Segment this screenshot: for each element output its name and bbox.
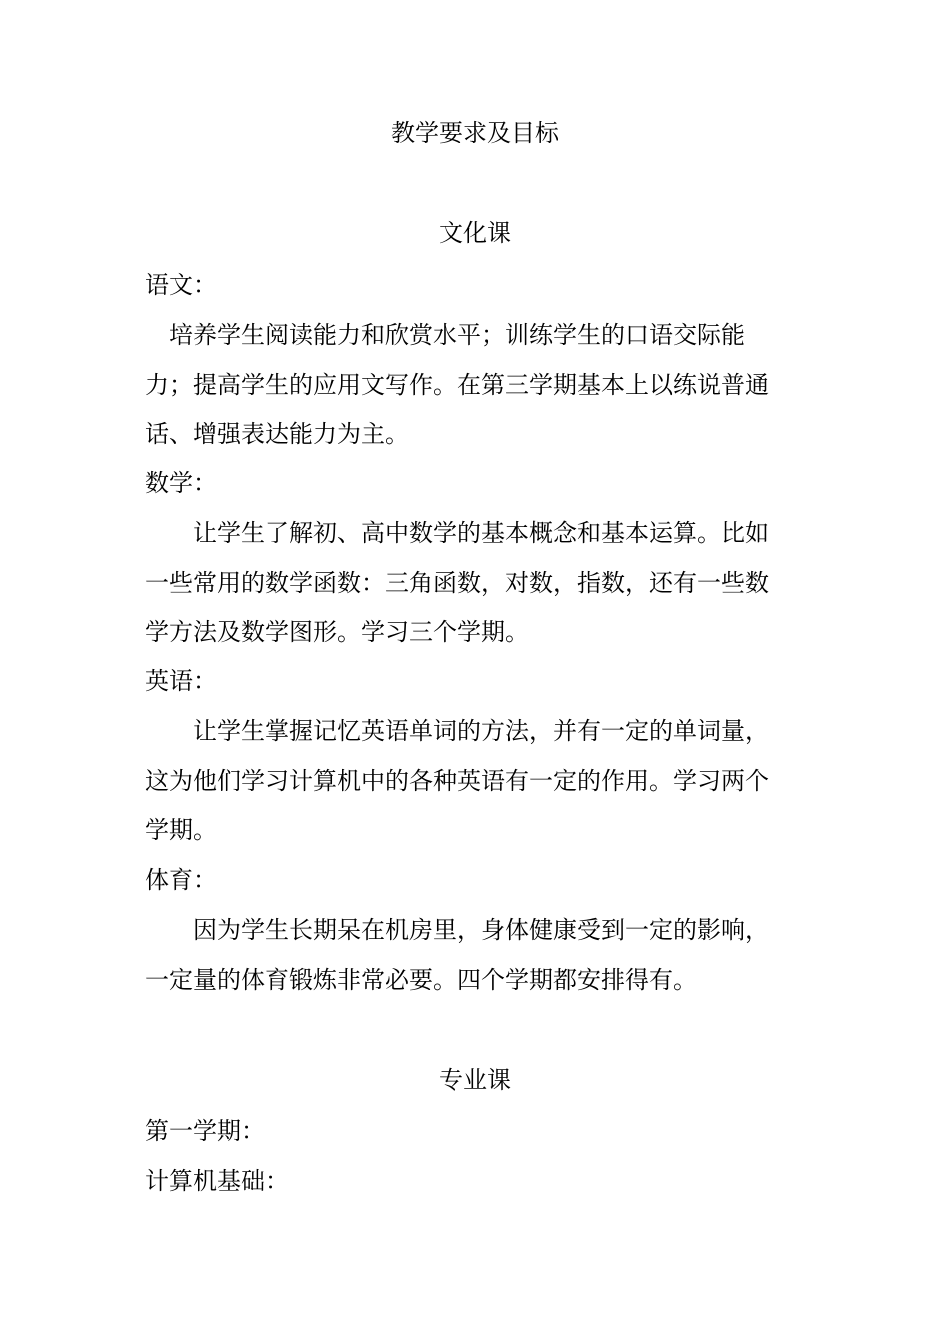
subject-heading-pe: 体育： — [145, 866, 217, 894]
paragraph-line: 培养学生阅读能力和欣赏水平；训练学生的口语交际能 — [145, 321, 745, 349]
subject-heading-math: 数学： — [145, 469, 217, 497]
paragraph-line: 这为他们学习计算机中的各种英语有一定的作用。学习两个 — [145, 766, 769, 795]
paragraph-line: 一些常用的数学函数：三角函数，对数，指数，还有一些数 — [145, 568, 769, 597]
section-heading-culture: 文化课 — [439, 219, 511, 247]
subject-description-english — [145, 707, 817, 856]
subject-description-chinese — [145, 311, 817, 460]
paragraph-line: 一定量的体育锻炼非常必要。四个学期都安排得有。 — [145, 965, 697, 994]
subject-heading-english: 英语： — [145, 667, 217, 695]
paragraph-line: 力；提高学生的应用文写作。在第三学期基本上以练说普通 — [145, 370, 769, 399]
paragraph-line: 学方法及数学图形。学习三个学期。 — [145, 618, 529, 646]
document-title: 教学要求及目标 — [391, 119, 559, 147]
paragraph-line: 话、增强表达能力为主。 — [145, 420, 409, 448]
paragraph-line: 学期。 — [145, 816, 217, 844]
subject-heading-computer-basics: 计算机基础： — [145, 1167, 289, 1195]
subject-heading-chinese: 语文： — [145, 271, 217, 299]
paragraph-line: 让学生掌握记忆英语单词的方法，并有一定的单词量， — [145, 717, 769, 745]
section-heading-major: 专业课 — [439, 1066, 511, 1094]
subject-description-math — [145, 509, 817, 658]
term-heading: 第一学期： — [145, 1117, 265, 1145]
subject-description-pe — [145, 906, 817, 1005]
paragraph-line: 因为学生长期呆在机房里，身体健康受到一定的影响， — [145, 916, 769, 944]
paragraph-line: 让学生了解初、高中数学的基本概念和基本运算。比如 — [145, 519, 769, 547]
